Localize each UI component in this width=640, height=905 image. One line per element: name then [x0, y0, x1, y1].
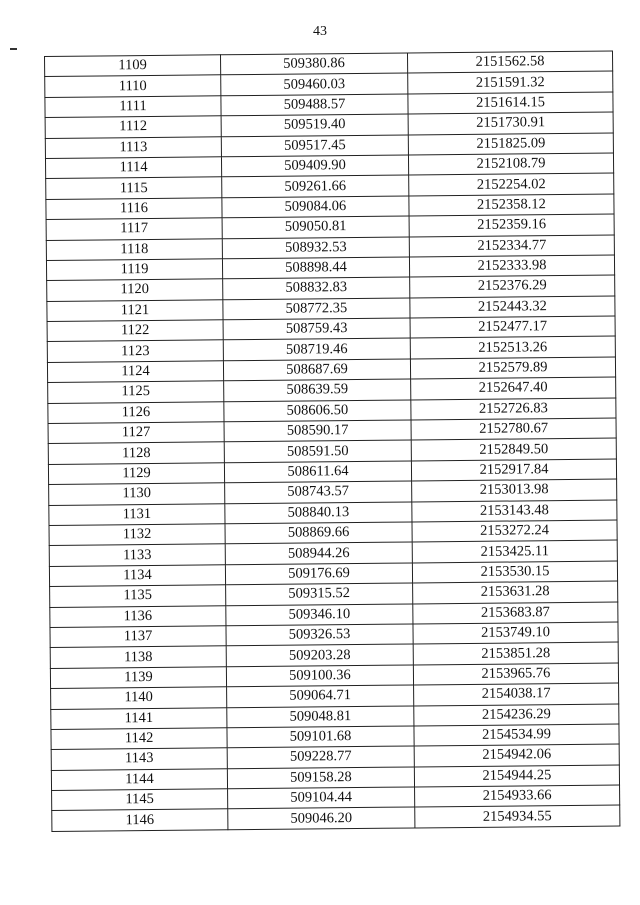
point-number-cell: 1142 — [51, 728, 227, 750]
point-number-cell: 1128 — [48, 442, 224, 464]
x-coordinate-cell: 509100.36 — [226, 665, 413, 687]
point-number-cell: 1125 — [48, 381, 224, 403]
y-coordinate-cell: 2154933.66 — [415, 785, 620, 807]
y-coordinate-cell: 2151591.32 — [408, 71, 613, 93]
y-coordinate-cell: 2151614.15 — [408, 92, 613, 114]
point-number-cell: 1141 — [51, 707, 227, 729]
y-coordinate-cell: 2152376.29 — [410, 275, 615, 297]
x-coordinate-cell: 509519.40 — [221, 114, 408, 136]
point-number-cell: 1121 — [47, 299, 223, 321]
x-coordinate-cell: 508944.26 — [225, 542, 412, 564]
y-coordinate-cell: 2152726.83 — [411, 398, 616, 420]
point-number-cell: 1132 — [49, 524, 225, 546]
y-coordinate-cell: 2153631.28 — [413, 581, 618, 603]
x-coordinate-cell: 509517.45 — [221, 135, 408, 157]
point-number-cell: 1124 — [47, 361, 223, 383]
x-coordinate-cell: 508932.53 — [222, 237, 409, 259]
point-number-cell: 1115 — [46, 177, 222, 199]
point-number-cell: 1143 — [51, 748, 227, 770]
y-coordinate-cell: 2153143.48 — [412, 500, 617, 522]
x-coordinate-cell: 508606.50 — [224, 400, 411, 422]
point-number-cell: 1123 — [47, 340, 223, 362]
y-coordinate-cell: 2153683.87 — [413, 602, 618, 624]
x-coordinate-cell: 509050.81 — [222, 216, 409, 238]
x-coordinate-cell: 508832.83 — [223, 277, 410, 299]
x-coordinate-cell: 509203.28 — [226, 644, 413, 666]
point-number-cell: 1134 — [49, 565, 225, 587]
page-number: 43 — [313, 24, 327, 39]
y-coordinate-cell: 2152358.12 — [409, 194, 614, 216]
y-coordinate-cell: 2152917.84 — [411, 459, 616, 481]
x-coordinate-cell: 509488.57 — [221, 94, 408, 116]
y-coordinate-cell: 2152108.79 — [408, 153, 613, 175]
y-coordinate-cell: 2153749.10 — [413, 622, 618, 644]
y-coordinate-cell: 2152849.50 — [411, 438, 616, 460]
point-number-cell: 1140 — [51, 687, 227, 709]
y-coordinate-cell: 2154038.17 — [414, 683, 619, 705]
point-number-cell: 1135 — [50, 585, 226, 607]
point-number-cell: 1139 — [50, 666, 226, 688]
x-coordinate-cell: 509261.66 — [222, 175, 409, 197]
point-number-cell: 1110 — [45, 75, 221, 97]
y-coordinate-cell: 2152513.26 — [410, 336, 615, 358]
y-coordinate-cell: 2153013.98 — [412, 479, 617, 501]
point-number-cell: 1111 — [45, 96, 221, 118]
x-coordinate-cell: 509158.28 — [227, 767, 414, 789]
y-coordinate-cell: 2151730.91 — [408, 112, 613, 134]
point-number-cell: 1114 — [45, 157, 221, 179]
x-coordinate-cell: 508759.43 — [223, 318, 410, 340]
point-number-cell: 1113 — [45, 136, 221, 158]
point-number-cell: 1133 — [49, 544, 225, 566]
y-coordinate-cell: 2154934.55 — [415, 805, 620, 827]
point-number-cell: 1131 — [49, 503, 225, 525]
x-coordinate-cell: 509380.86 — [220, 53, 407, 75]
point-number-cell: 1117 — [46, 218, 222, 240]
x-coordinate-cell: 509046.20 — [228, 807, 415, 829]
x-coordinate-cell: 509101.68 — [227, 726, 414, 748]
y-coordinate-cell: 2154942.06 — [414, 744, 619, 766]
y-coordinate-cell: 2152477.17 — [410, 316, 615, 338]
y-coordinate-cell: 2152333.98 — [409, 255, 614, 277]
y-coordinate-cell: 2154534.99 — [414, 724, 619, 746]
table-body — [45, 51, 620, 831]
coordinates-table — [44, 51, 620, 832]
point-number-cell: 1120 — [47, 279, 223, 301]
point-number-cell: 1127 — [48, 422, 224, 444]
x-coordinate-cell: 509346.10 — [226, 604, 413, 626]
y-coordinate-cell: 2154944.25 — [414, 765, 619, 787]
x-coordinate-cell: 509048.81 — [227, 705, 414, 727]
y-coordinate-cell: 2152334.77 — [409, 235, 614, 257]
point-number-cell: 1144 — [51, 768, 227, 790]
x-coordinate-cell: 509084.06 — [222, 196, 409, 218]
y-coordinate-cell: 2153530.15 — [412, 561, 617, 583]
x-coordinate-cell: 509326.53 — [226, 624, 413, 646]
point-number-cell: 1122 — [47, 320, 223, 342]
point-number-cell: 1119 — [46, 259, 222, 281]
x-coordinate-cell: 508840.13 — [225, 502, 412, 524]
x-coordinate-cell: 508591.50 — [224, 440, 411, 462]
y-coordinate-cell: 2152254.02 — [409, 173, 614, 195]
x-coordinate-cell: 509064.71 — [227, 685, 414, 707]
x-coordinate-cell: 508590.17 — [224, 420, 411, 442]
point-number-cell: 1138 — [50, 646, 226, 668]
y-coordinate-cell: 2152579.89 — [410, 357, 615, 379]
x-coordinate-cell: 509460.03 — [221, 73, 408, 95]
point-number-cell: 1146 — [52, 809, 228, 831]
point-number-cell: 1137 — [50, 626, 226, 648]
y-coordinate-cell: 2152443.32 — [410, 296, 615, 318]
point-number-cell: 1112 — [45, 116, 221, 138]
x-coordinate-cell: 508898.44 — [222, 257, 409, 279]
y-coordinate-cell: 2152359.16 — [409, 214, 614, 236]
point-number-cell: 1129 — [48, 463, 224, 485]
y-coordinate-cell: 2151562.58 — [407, 51, 612, 73]
y-coordinate-cell: 2154236.29 — [414, 704, 619, 726]
stray-mark — [10, 48, 17, 50]
y-coordinate-cell: 2152647.40 — [411, 377, 616, 399]
x-coordinate-cell: 508687.69 — [223, 359, 410, 381]
point-number-cell: 1145 — [52, 789, 228, 811]
point-number-cell: 1109 — [45, 55, 221, 77]
x-coordinate-cell: 508719.46 — [223, 338, 410, 360]
x-coordinate-cell: 509228.77 — [227, 746, 414, 768]
y-coordinate-cell: 2153851.28 — [413, 642, 618, 664]
y-coordinate-cell: 2153425.11 — [412, 540, 617, 562]
point-number-cell: 1118 — [46, 238, 222, 260]
x-coordinate-cell: 508869.66 — [225, 522, 412, 544]
point-number-cell: 1126 — [48, 401, 224, 423]
x-coordinate-cell: 508743.57 — [225, 481, 412, 503]
x-coordinate-cell: 508639.59 — [224, 379, 411, 401]
point-number-cell: 1116 — [46, 198, 222, 220]
y-coordinate-cell: 2153272.24 — [412, 520, 617, 542]
y-coordinate-cell: 2153965.76 — [413, 663, 618, 685]
x-coordinate-cell: 508611.64 — [224, 461, 411, 483]
x-coordinate-cell: 509176.69 — [225, 563, 412, 585]
x-coordinate-cell: 509315.52 — [226, 583, 413, 605]
y-coordinate-cell: 2151825.09 — [408, 133, 613, 155]
y-coordinate-cell: 2152780.67 — [411, 418, 616, 440]
point-number-cell: 1130 — [49, 483, 225, 505]
point-number-cell: 1136 — [50, 605, 226, 627]
x-coordinate-cell: 509409.90 — [221, 155, 408, 177]
x-coordinate-cell: 509104.44 — [228, 787, 415, 809]
x-coordinate-cell: 508772.35 — [223, 298, 410, 320]
